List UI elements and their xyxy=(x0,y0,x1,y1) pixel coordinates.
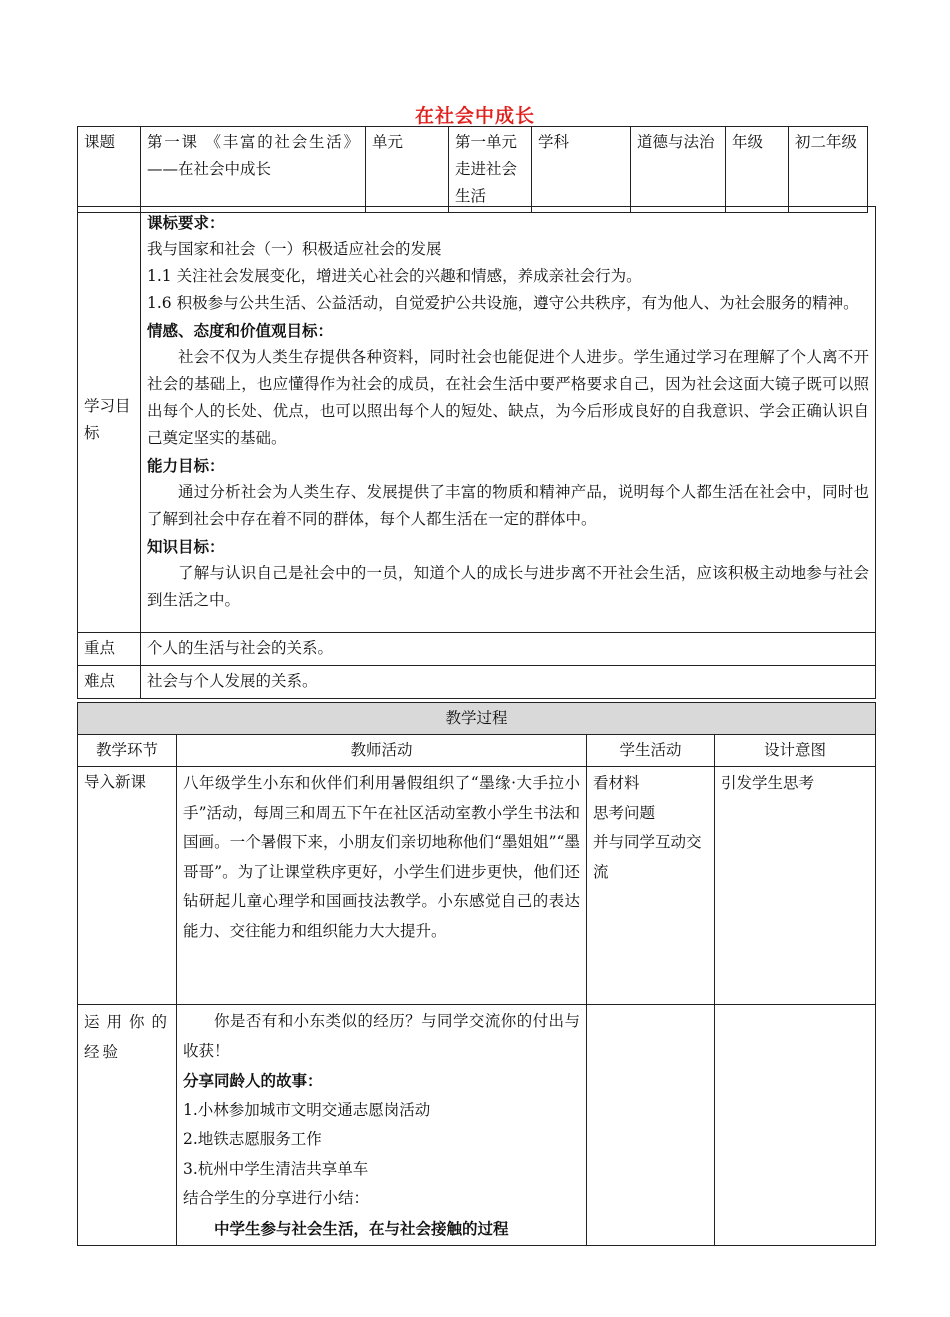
difficulty-label: 难点 xyxy=(78,666,141,699)
objectives-table xyxy=(77,206,876,699)
experience-intro: 你是否有和小东类似的经历？与同学交流你的付出与收获！ xyxy=(183,1012,580,1060)
topic-value: 第一课 《丰富的社会生活》——在社会中成长 xyxy=(141,127,366,213)
curriculum-line: 1.6 积极参与公共生活、公益活动，自觉爱护公共设施，遵守公共秩序，有为他人、为社会服务的精神。 xyxy=(147,294,859,312)
stage-intro: 导入新课 xyxy=(78,767,177,1005)
subject-label: 学科 xyxy=(532,127,631,213)
student-activity-experience xyxy=(587,1005,715,1246)
column-header-intent: 设计意图 xyxy=(715,735,876,767)
key-point-value: 个人的生活与社会的关系。 xyxy=(141,633,876,666)
knowledge-text: 了解与认识自己是社会中的一员，知道个人的成长与进步离不开社会生活，应该积极主动地参与社会到生活之中。 xyxy=(147,564,869,609)
design-intent-intro: 引发学生思考 xyxy=(715,767,876,1005)
document-title: 在社会中成长 xyxy=(414,105,535,127)
story-item: 1.小林参加城市文明交通志愿岗活动 xyxy=(183,1100,431,1119)
process-heading: 教学过程 xyxy=(78,703,876,735)
design-intent-experience xyxy=(715,1005,876,1246)
student-activity-line: 并与同学互动交流 xyxy=(593,833,702,881)
share-heading: 分享同龄人的故事： xyxy=(183,1071,323,1090)
column-header-stage: 教学环节 xyxy=(78,735,177,767)
unit-label: 单元 xyxy=(366,127,449,213)
stage-experience: 运用你的经验 xyxy=(78,1005,177,1246)
emotion-heading: 情感、态度和价值观目标： xyxy=(147,321,334,340)
column-header-teacher: 教师活动 xyxy=(177,735,587,767)
teacher-activity-intro: 八年级学生小东和伙伴们利用暑假组织了“墨缘·大手拉小手”活动，每周三和周五下午在社区活动室教小学生书法和国画。一个暑假下来，小朋友们亲切地称他们“墨姐姐”“墨哥哥”。为了让课堂秩序更好，小学生们进步更快，他们还钻研起儿童心理学和国画技法教学。小东感觉自己的表达能力、交往能力和组织能力大大提升。 xyxy=(177,767,587,1005)
ability-heading: 能力目标： xyxy=(147,456,225,475)
emotion-text: 社会不仅为人类生存提供各种资料，同时社会也能促进个人进步。学生通过学习在理解了个人离不开社会的基础上，也应懂得作为社会的成员，在社会生活中要严格要求自己，因为社会这面大镜子既可以照出每个人的长处、优点，也可以照出每个人的短处、缺点，为今后形成良好的自我意识、学会正确认识自己奠定坚实的基础。 xyxy=(147,348,869,447)
student-activity-intro xyxy=(587,767,715,1005)
student-activity-line: 看材料 xyxy=(593,774,640,792)
column-header-student: 学生活动 xyxy=(587,735,715,767)
curriculum-line: 我与国家和社会（一）积极适应社会的发展 xyxy=(147,240,442,258)
process-table xyxy=(77,702,876,1246)
objectives-content xyxy=(141,207,876,633)
subject-value: 道德与法治 xyxy=(631,127,726,213)
grade-value: 初二年级 xyxy=(789,127,868,213)
topic-label: 课题 xyxy=(78,127,141,213)
key-point-label: 重点 xyxy=(78,633,141,666)
teacher-activity-experience xyxy=(177,1005,587,1246)
story-item: 2.地铁志愿服务工作 xyxy=(183,1130,322,1148)
curriculum-line: 1.1 关注社会发展变化，增进关心社会的兴趣和情感，养成亲社会行为。 xyxy=(147,267,642,285)
ability-text: 通过分析社会为人类生存、发展提供了丰富的物质和精神产品，说明每个人都生活在社会中，同时也了解到社会中存在着不同的群体，每个人都生活在一定的群体中。 xyxy=(147,483,869,528)
knowledge-heading: 知识目标： xyxy=(147,537,225,556)
story-item: 3.杭州中学生清洁共享单车 xyxy=(183,1159,369,1178)
header-table xyxy=(77,126,868,213)
summary-intro: 结合学生的分享进行小结： xyxy=(183,1189,370,1207)
difficulty-value: 社会与个人发展的关系。 xyxy=(141,666,876,699)
objectives-label: 学习目标 xyxy=(78,207,141,633)
unit-value: 第一单元走进社会生活 xyxy=(449,127,532,213)
summary-bold: 中学生参与社会生活，在与社会接触的过程 xyxy=(214,1218,509,1238)
curriculum-heading: 课标要求： xyxy=(147,213,225,232)
student-activity-line: 思考问题 xyxy=(593,803,656,822)
grade-label: 年级 xyxy=(726,127,789,213)
